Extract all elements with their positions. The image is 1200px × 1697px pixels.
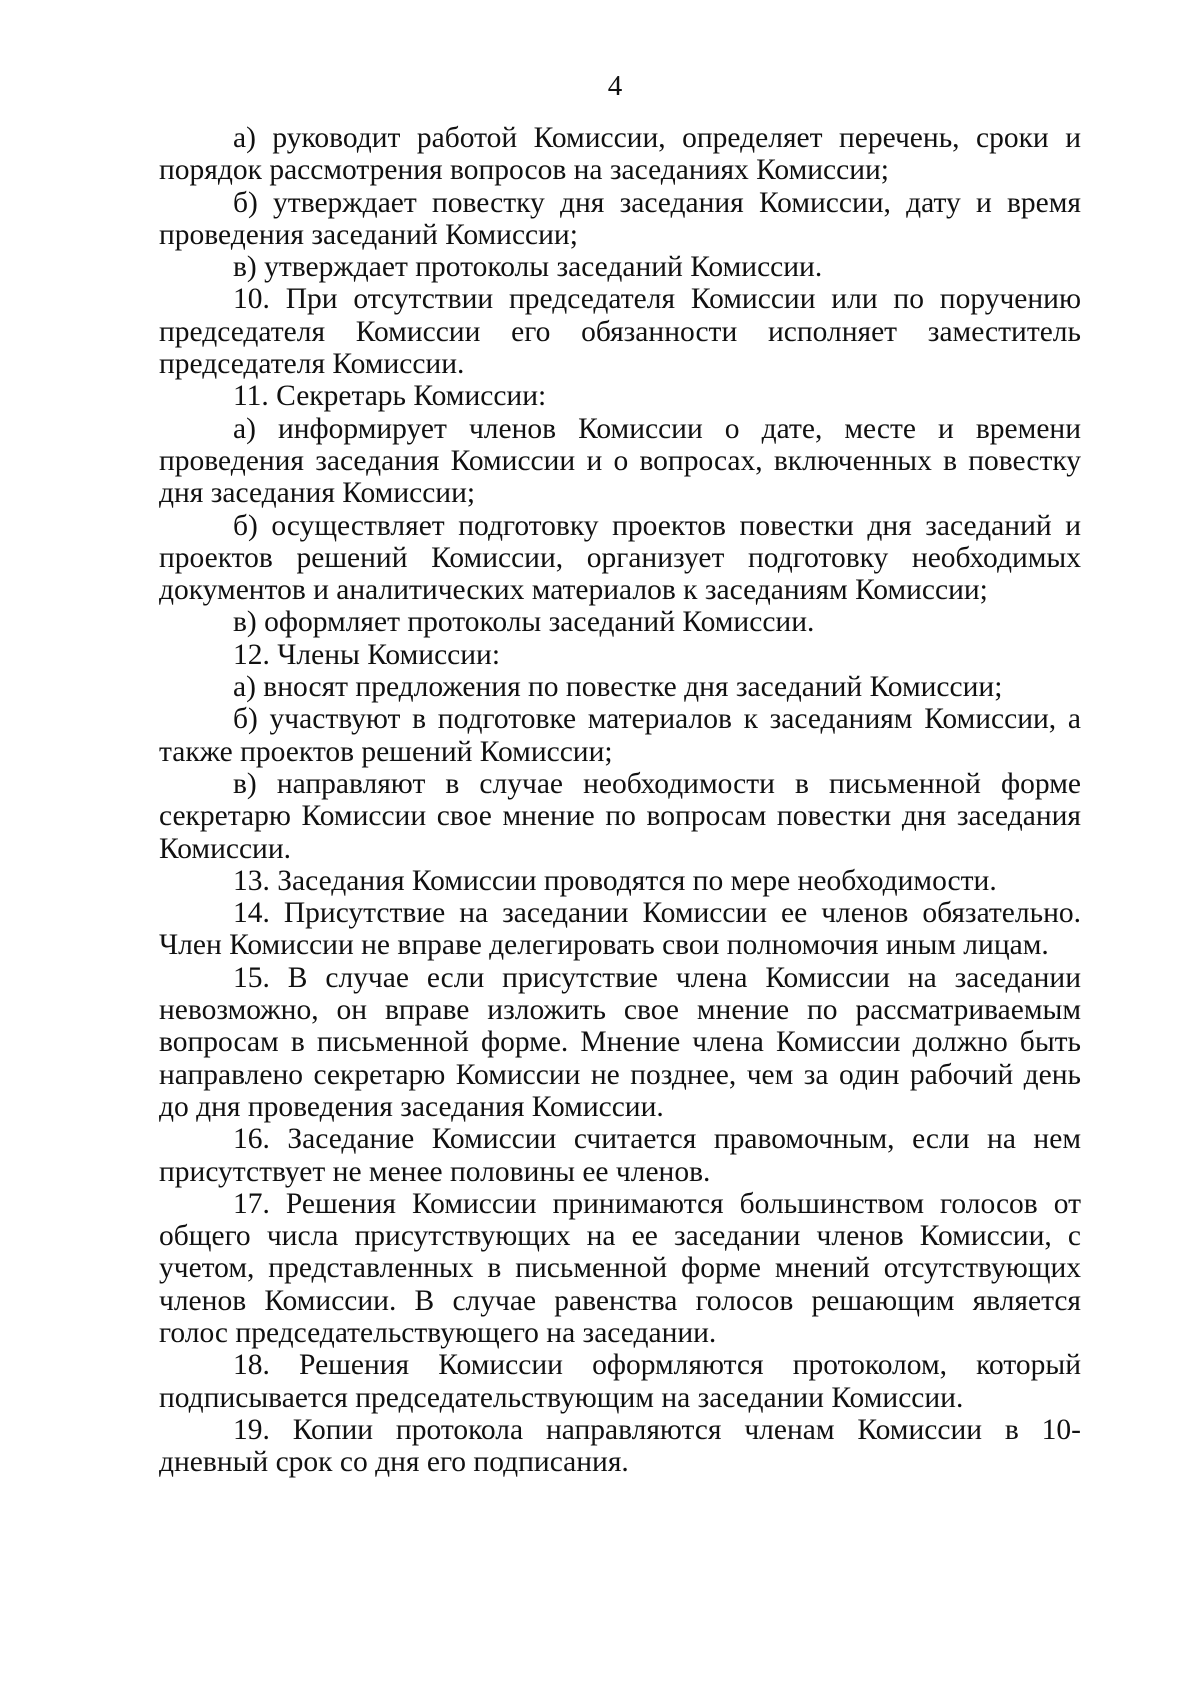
paragraph: а) руководит работой Комиссии, определяет перечень, сроки и порядок рассмотрения вопросов на заседаниях Комиссии; (159, 122, 1081, 187)
paragraph: 11. Секретарь Комиссии: (233, 380, 547, 413)
paragraph: в) оформляет протоколы заседаний Комиссии. (233, 606, 815, 639)
paragraph: в) утверждает протоколы заседаний Комиссии. (233, 251, 823, 284)
page-number: 4 (607, 70, 623, 102)
paragraph: а) вносят предложения по повестке дня заседаний Комиссии; (233, 671, 1003, 704)
paragraph: 17. Решения Комиссии принимаются большинством голосов от общего числа присутствующих на ее заседании членов Комиссии, с учетом, представленных в письменной форме мнений отсутствующих членов Комиссии. В случае равенства голосов решающим является голос председательствующего на заседании. (159, 1187, 1081, 1349)
paragraph: б) осуществляет подготовку проектов повестки дня заседаний и проектов решений Комиссии, организует подготовку необходимых документов и аналитических материалов к заседаниям Комиссии; (159, 509, 1081, 607)
paragraph: б) участвуют в подготовке материалов к заседаниям Комиссии, а также проектов решений Комиссии; (159, 703, 1081, 768)
paragraph: 19. Копии протокола направляются членам Комиссии в 10-дневный срок со дня его подписания. (159, 1413, 1081, 1479)
paragraph: 13. Заседания Комиссии проводятся по мере необходимости. (233, 864, 997, 897)
paragraph: 16. Заседание Комиссии считается правомочным, если на нем присутствует не менее половины ее членов. (159, 1123, 1081, 1188)
paragraph: 15. В случае если присутствие члена Комиссии на заседании невозможно, он вправе изложить свое мнение по рассматриваемым вопросам в письменной форме. Мнение члена Комиссии должно быть направлено секретарю Комиссии не позднее, чем за один рабочий день до дня проведения заседания Комиссии. (159, 961, 1081, 1123)
document-body (159, 122, 1081, 1478)
paragraph: 12. Члены Комиссии: (233, 638, 501, 671)
paragraph: 14. Присутствие на заседании Комиссии ее членов обязательно. Член Комиссии не вправе делегировать свои полномочия иным лицам. (159, 897, 1081, 962)
paragraph: а) информирует членов Комиссии о дате, месте и времени проведения заседания Комиссии и о вопросах, включенных в повестку дня заседания Комиссии; (159, 412, 1081, 510)
paragraph: 10. При отсутствии председателя Комиссии или по поручению председателя Комиссии его обязанности исполняет заместитель председателя Комиссии. (159, 283, 1081, 381)
paragraph: б) утверждает повестку дня заседания Комиссии, дату и время проведения заседаний Комиссии; (159, 186, 1081, 251)
paragraph: в) направляют в случае необходимости в письменной форме секретарю Комиссии свое мнение по вопросам повестки дня заседания Комиссии. (159, 767, 1081, 865)
paragraph: 18. Решения Комиссии оформляются протоколом, который подписывается председательствующим на заседании Комиссии. (159, 1349, 1081, 1414)
